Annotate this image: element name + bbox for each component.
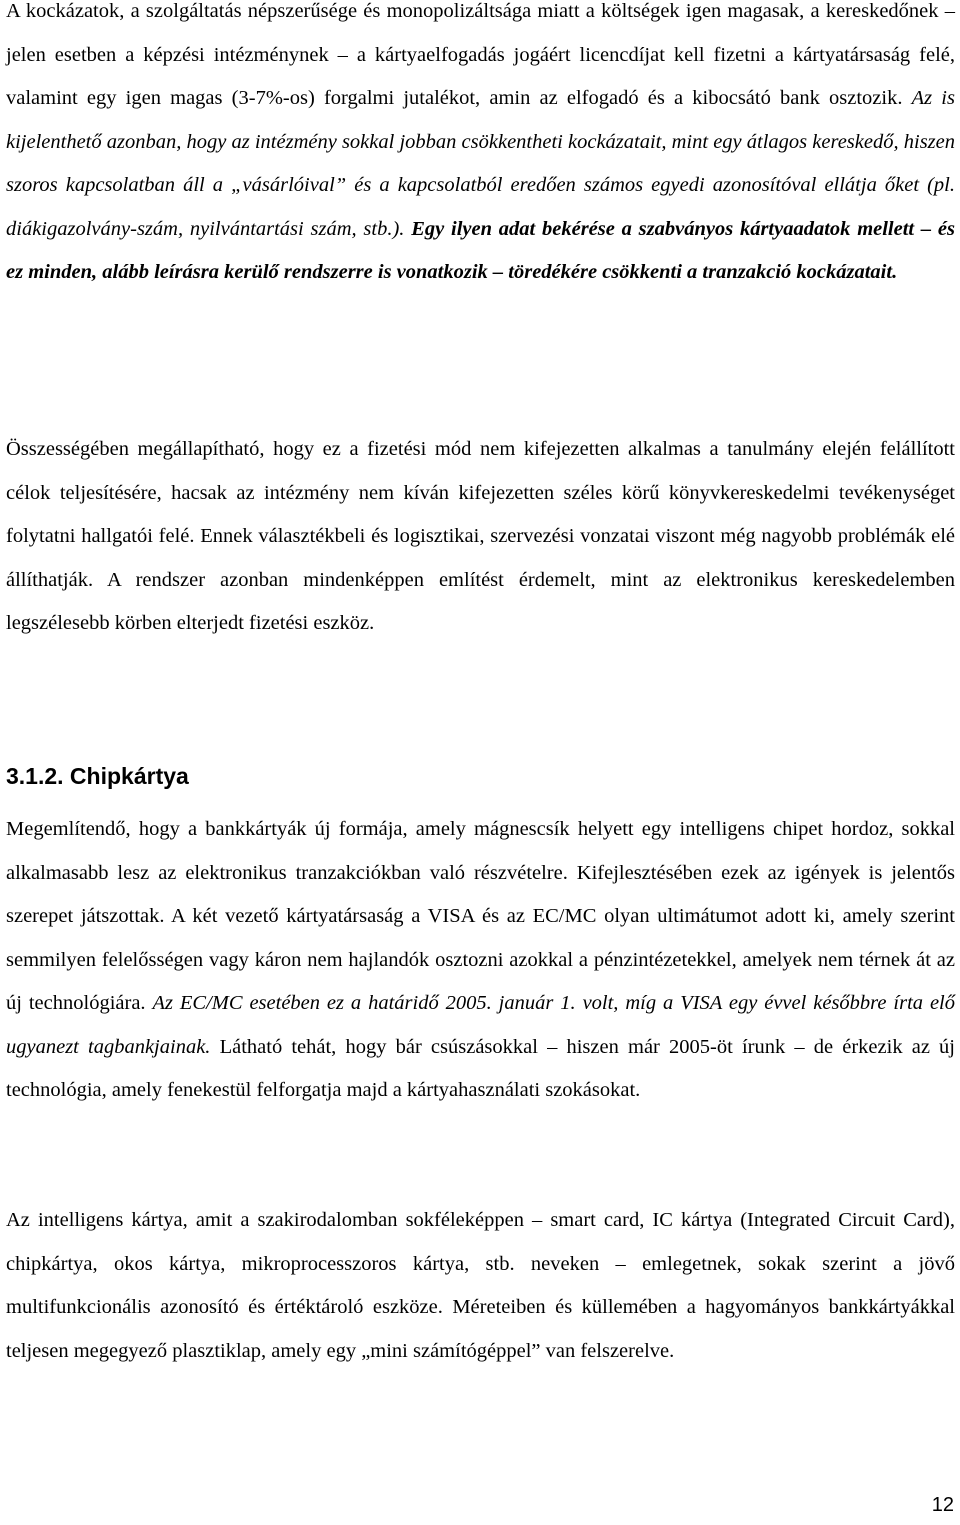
paragraph-risks-bold-italic: Egy ilyen adat bekérése a szabványos kártyaadatok mellett – és ez minden, alább leírásra kerülő rendszerre is vonatkozik – töredékére csökkenti a tranzakció kockázatait. <box>6 217 956 283</box>
paragraph-smart-card: Az intelligens kártya, amit a szakirodalomban sokféleképpen – smart card, IC kártya (Integrated Circuit Card), chipkártya, okos kártya, mikroprocesszoros kártya, stb. neveken – emlegetnek, sokak szerint a jövő multifunkcionális azonosító és értéktároló eszköze. Méreteiben és küllemében a hagyományos bankkártyákkal teljesen megegyező plasztiklap, amely egy „mini számítógéppel” van felszerelve. <box>6 1209 955 1362</box>
paragraph-summary: Összességében megállapítható, hogy ez a fizetési mód nem kifejezetten alkalmas a tanulmány elején felállított célok teljesítésére, hacsak az intézmény nem kíván kifejezetten széles körű könyvkereskedelmi tevékenységet folytatni hallgatói felé. Ennek választékbeli és logisztikai, szervezési vonzatai viszont még nagyobb problémák elé állíthatják. A rendszer azonban mindenképpen említést érdemelt, mint az elektronikus kereskedelemben legszélesebb körben elterjedt fizetési eszköz. <box>6 438 955 634</box>
section-heading-chipkartya: 3.1.2. Chipkártya <box>6 763 189 789</box>
paragraph-risks-normal: A kockázatok, a szolgáltatás népszerűsége és monopolizáltsága miatt a költségek igen magasak, a kereskedőnek – jelen esetben a képzési intézménynek – a kártyaelfogadás jogáért licencdíjat kell fizetni a kártyatársaság felé, valamint egy igen magas (3-7%-os) forgalmi jutalékot, amin az elfogadó és a kibocsátó bank osztozik. <box>6 0 955 109</box>
paragraph-chipcard-italic: Az EC/MC esetében ez a határidő 2005. január 1. volt, míg a VISA egy évvel későbbre írta elő ugyanezt tagbankjainak. <box>6 992 955 1058</box>
paragraph-risks-italic: Az is kijelenthető azonban, hogy az intézmény sokkal jobban csökkentheti kockázatait, mint egy átlagos kereskedő, hiszen szoros kapcsolatban áll a „vásárlóival” és a kapcsolatból eredően számos egyedi azonosítóval ellátja őket (pl. diákigazolvány-szám, nyilvántartási szám, stb.). <box>6 87 955 240</box>
paragraph-chipcard-intro <box>6 808 955 1113</box>
paragraph-risks <box>6 0 955 295</box>
paragraph-chipcard-normal-2: Látható tehát, hogy bár csúszásokkal – hiszen már 2005-öt írunk – de érkezik az új technológia, amely fenekestül felforgatja majd a kártyahasználati szokásokat. <box>6 1035 956 1101</box>
paragraph-chipcard-normal-1: Megemlítendő, hogy a bankkártyák új formája, amely mágnescsík helyett egy intelligens chipet hordoz, sokkal alkalmasabb lesz az elektronikus tranzakciókban való részvételre. Kifejlesztésében ezek az igények is jelentős szerepet játszottak. A két vezető kártyatársaság a VISA és az EC/MC olyan ultimátumot adott ki, amely szerint semmilyen felelősségen vagy káron nem hajlandók osztozni azokkal a pénzintézetekkel, amelyek nem térnek át az új technológiára. <box>6 818 955 1014</box>
page-number: 12 <box>931 1494 954 1516</box>
